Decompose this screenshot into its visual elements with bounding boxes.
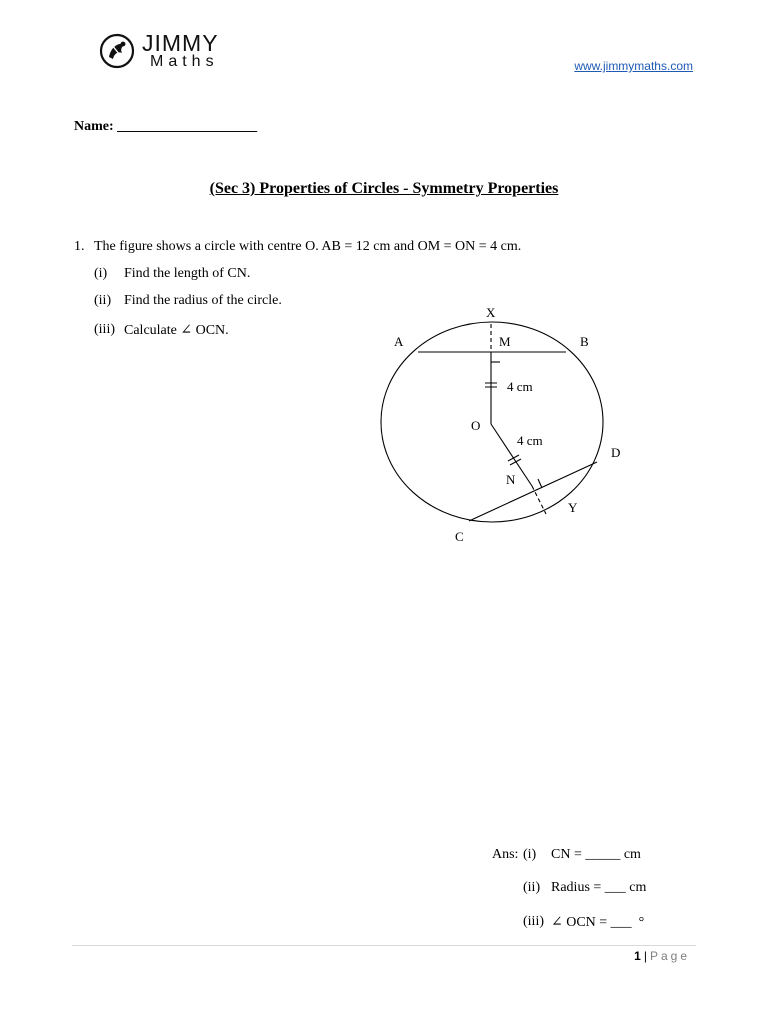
logo-emblem-icon — [98, 32, 136, 70]
page-word: Page — [649, 949, 690, 963]
label-n: N — [506, 472, 516, 487]
footer-separator: | — [643, 949, 647, 963]
label-d: D — [611, 445, 621, 460]
part-number: (iii) — [94, 322, 115, 337]
label-b: B — [580, 334, 589, 349]
chord-cd — [469, 462, 597, 521]
part-text: Find the length of CN. — [124, 266, 251, 281]
tick-mark-on — [510, 459, 521, 465]
answer-line: ∠ OCN = ___ ° — [551, 915, 645, 930]
label-on-length: 4 cm — [517, 433, 543, 448]
page-number: 1 — [634, 949, 641, 963]
logo-wordmark: JIMMY — [142, 30, 219, 56]
label-a: A — [394, 334, 404, 349]
part-text: Find the radius of the circle. — [124, 293, 282, 308]
circle-diagram — [372, 300, 642, 550]
question-number: 1. — [74, 239, 85, 254]
label-om-length: 4 cm — [507, 379, 533, 394]
part-text: Calculate ∠ OCN. — [124, 323, 229, 338]
logo-subtitle: Maths — [150, 53, 219, 70]
footer-divider — [72, 945, 696, 946]
question-stem: The figure shows a circle with centre O. AB = 12 cm and OM = ON = 4 cm. — [94, 239, 522, 254]
label-y: Y — [568, 500, 578, 515]
label-c: C — [455, 529, 464, 544]
worksheet-title: (Sec 3) Properties of Circles - Symmetry Properties — [209, 180, 559, 197]
part-number: (ii) — [94, 293, 112, 308]
answer-number: (i) — [523, 847, 537, 862]
tick-mark-on — [508, 455, 519, 461]
answer-number: (ii) — [523, 880, 541, 895]
website-link[interactable]: www.jimmymaths.com — [574, 59, 693, 73]
answer-number: (iii) — [523, 914, 544, 929]
jimmy-maths-logo — [98, 30, 238, 78]
page-footer — [634, 949, 690, 963]
label-m: M — [499, 334, 511, 349]
right-angle-mark-n — [538, 479, 542, 488]
answer-line: Radius = ___ cm — [551, 880, 647, 895]
answer-line: CN = _____ cm — [551, 847, 641, 862]
name-field-line: Name: ____________________ — [74, 119, 258, 134]
label-o: O — [471, 418, 481, 433]
dashed-ny — [532, 486, 546, 514]
label-x: X — [486, 305, 496, 320]
answer-prefix: Ans: — [492, 847, 519, 862]
part-number: (i) — [94, 266, 108, 281]
